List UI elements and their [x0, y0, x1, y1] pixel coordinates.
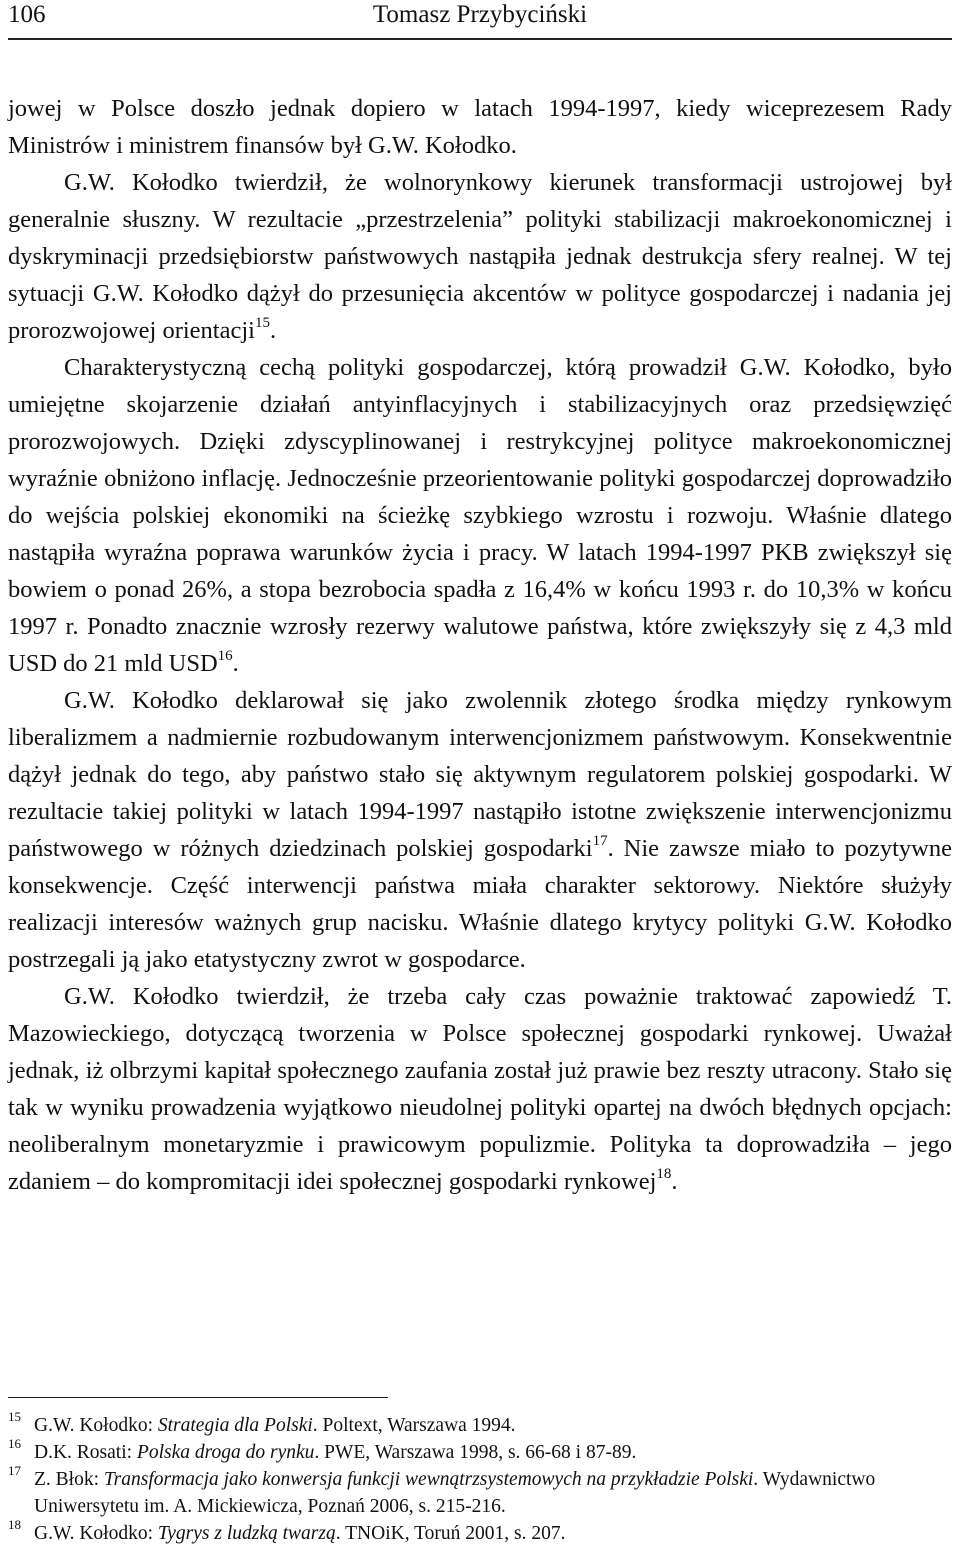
text-run: . Poltext, Warszawa 1994. [312, 1415, 516, 1436]
text-run: . Nie zawsze miało to pozytywne konsekwencje. Część interwencji państwa miała charakter sektorowy. Niektóre służyły realizacji interesów ważnych grup nacisku. Właśnie dlatego krytycy polityki G.W. Kołodko postrzegali ją jako etatystyczny zwrot w gospodarce. [8, 835, 952, 973]
paragraph [8, 164, 952, 349]
footnote [8, 1517, 952, 1547]
text-run: . Wydawnictwo Uniwersytetu im. A. Mickiewicza, Poznań 2006, s. 215-216. [34, 1469, 876, 1517]
footnote-reference: 18 [656, 1165, 672, 1182]
footnotes [8, 1409, 952, 1547]
text-run: . TNOiK, Toruń 2001, s. 207. [335, 1523, 566, 1544]
footnote-number: 17 [8, 1463, 21, 1478]
paragraph [8, 978, 952, 1200]
page-number: 106 [8, 1, 46, 28]
footnote [8, 1409, 952, 1439]
page-header [8, 0, 952, 36]
paragraph [8, 90, 952, 164]
footnote-reference: 15 [254, 314, 270, 331]
text-run: G.W. Kołodko: [34, 1415, 158, 1436]
footnote-reference: 16 [217, 647, 233, 664]
cited-title: Polska droga do rynku [136, 1442, 315, 1463]
paragraph [8, 682, 952, 978]
text-run: G.W. Kołodko deklarował się jako zwolennik złotego środka między rynkowym liberalizmem a nadmiernie rozbudowanym interwencjonizmem państwowym. Konsekwentnie dążył jednak do tego, aby państwo stało się aktywnym regulatorem polskiej gospodarki. W rezultacie takiej polityki w latach 1994-1997 nastąpiło istotne zwiększenie interwencjonizmu państwowego w różnych dziedzinach polskiej gospodarki [8, 687, 952, 862]
footnote-number: 18 [8, 1517, 21, 1532]
running-title: Tomasz Przybyciński [372, 1, 588, 28]
body-text [8, 90, 952, 1200]
text-run: G.W. Kołodko: [34, 1523, 158, 1544]
cited-title: Strategia dla Polski [157, 1415, 313, 1436]
footnote-number: 16 [8, 1436, 21, 1451]
text-run: . [671, 1168, 678, 1195]
text-run: G.W. Kołodko twierdził, że trzeba cały czas poważnie traktować zapowiedź T. Mazowieckiego, dotyczącą tworzenia w Polsce społecznej gospodarki rynkowej. Uważał jednak, iż olbrzymi kapitał społecznego zaufania został już prawie bez reszty utracony. Stało się tak w wyniku prowadzenia wyjątkowo nieudolnej polityki opartej na dwóch błędnych opcjach: neoliberalnym monetaryzmie i prawicowym populizmie. Polityka ta doprowadziła – jego zdaniem – do kompromitacji idei społecznej gospodarki rynkowej [8, 983, 952, 1195]
footnote-separator [8, 1397, 388, 1398]
header-rule [8, 38, 952, 40]
text-run: Z. Błok: [34, 1469, 104, 1490]
cited-title: Transformacja jako konwersja funkcji wewnątrzsystemowych na przykładzie Polski [103, 1469, 754, 1490]
footnote [8, 1463, 952, 1520]
paragraph [8, 349, 952, 682]
cited-title: Tygrys z ludzką twarzą [157, 1523, 336, 1544]
text-run: D.K. Rosati: [34, 1442, 137, 1463]
text-run: . [269, 317, 277, 344]
text-run: G.W. Kołodko twierdził, że wolnorynkowy kierunek transformacji ustrojowej był generalnie słuszny. W rezultacie „przestrzelenia” polityki stabilizacji makroekonomicznej i dyskryminacji przedsiębiorstw państwowych nastąpiła jednak destrukcja sfery realnej. W tej sytuacji G.W. Kołodko dążył do przesunięcia akcentów w polityce gospodarczej i nadania jej prorozwojowej orientacji [8, 169, 952, 344]
text-run: Charakterystyczną cechą polityki gospodarczej, którą prowadził G.W. Kołodko, było umiejętne skojarzenie działań antyinflacyjnych i stabilizacyjnych oraz przedsięwzięć prorozwojowych. Dzięki zdyscyplinowanej i restrykcyjnej polityce makroekonomicznej wyraźnie obniżono inflację. Jednocześnie przeorientowanie polityki gospodarczej doprowadziło do wejścia polskiej ekonomiki na ścieżkę szybkiego wzrostu i rozwoju. Właśnie dlatego nastąpiła wyraźna poprawa warunków życia i pracy. W latach 1994-1997 PKB zwiększył się bowiem o ponad 26%, a stopa bezrobocia spadła z 16,4% w końcu 1993 r. do 10,3% w końcu 1997 r. Ponadto znacznie wzrosły rezerwy walutowe państwa, które zwiększyły się z 4,3 mld USD do 21 mld USD [8, 354, 952, 677]
footnote-reference: 17 [592, 832, 608, 849]
footnote [8, 1436, 952, 1466]
footnote-number: 15 [8, 1409, 21, 1424]
text-run: . [232, 650, 239, 677]
text-run: . PWE, Warszawa 1998, s. 66-68 i 87-89. [314, 1442, 637, 1463]
text-run: jowej w Polsce doszło jednak dopiero w latach 1994-1997, kiedy wiceprezesem Rady Ministrów i ministrem finansów był G.W. Kołodko. [8, 95, 952, 159]
